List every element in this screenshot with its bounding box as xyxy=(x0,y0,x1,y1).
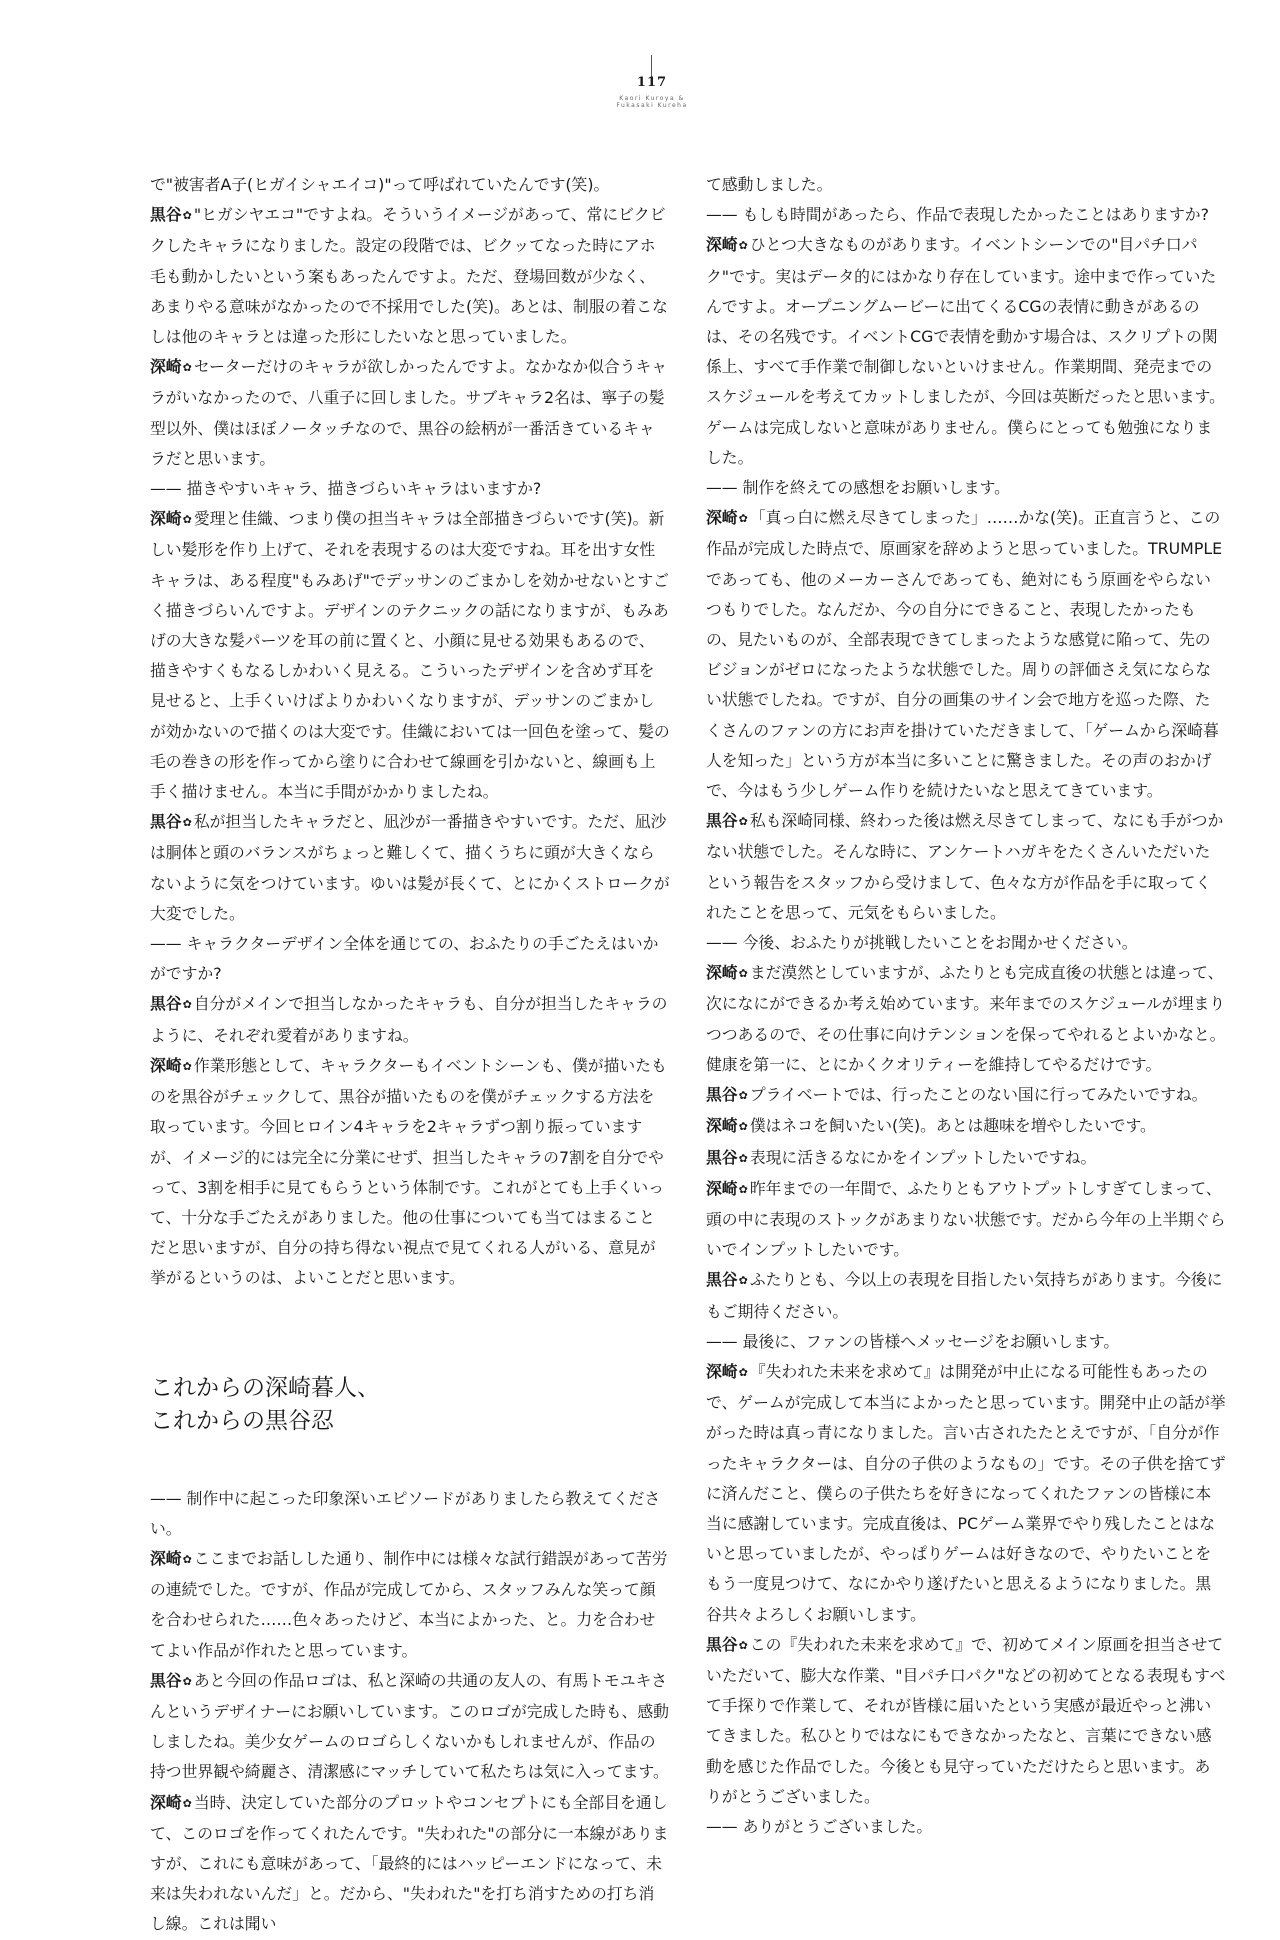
answer-paragraph xyxy=(706,1111,1226,1142)
speaker-name: 黒谷✿ xyxy=(150,205,192,225)
answer-paragraph xyxy=(706,1265,1226,1326)
answer-paragraph xyxy=(706,230,1226,473)
answer-paragraph xyxy=(706,503,1226,806)
paragraph-text: —— 制作を終えての感想をお願いします。 xyxy=(706,478,1010,498)
paragraph-text: 私も深崎同様、終わった後は燃え尽きてしまって、なにも手がつかない状態でした。そんな時に、アンケートハガキをたくさんいただいたという報告をスタッフから受けまして、色々な方が作品を手に取ってくれたことを思って、元気をもらいました。 xyxy=(706,811,1224,922)
speaker-flower-icon: ✿ xyxy=(182,513,192,527)
speaker-name: 黒谷✿ xyxy=(706,1270,748,1290)
answer-paragraph xyxy=(150,1051,670,1294)
speaker-flower-icon: ✿ xyxy=(738,1120,748,1134)
speaker-flower-icon: ✿ xyxy=(182,816,192,830)
paragraph-text: —— 描きやすいキャラ、描きづらいキャラはいますか? xyxy=(150,479,542,499)
speaker-name: 深崎✿ xyxy=(706,1178,748,1198)
paragraph-text: 表現に活きるなにかをインプットしたいですね。 xyxy=(749,1147,1097,1167)
paragraph-text: —— ありがとうございました。 xyxy=(706,1816,933,1836)
question-paragraph xyxy=(150,474,670,504)
speaker-name: 深崎✿ xyxy=(150,1792,192,1812)
speaker-name: 深崎✿ xyxy=(706,1116,748,1136)
answer-paragraph xyxy=(706,1630,1226,1812)
answer-paragraph xyxy=(706,958,1226,1080)
answer-paragraph xyxy=(706,1357,1226,1630)
page-number-subtitle: Kaori Kuroya & Fukasaki Kureha xyxy=(616,95,688,109)
paragraph-text: 『失われた未来を求めて』は開発が中止になる可能性もあったので、ゲームが完成して本当によかったと思っています。開発中止の話が挙がった時は真っ青になりました。言い古されたたとえですが、「自分が作ったキャラクターは、自分の子供のようなもの」です。その子供を捨てずに済んだこと、僕らの子供たちを好きになってくれたファンの皆様に本当に感謝しています。完成直後は、PCゲーム業界でやり残したことはないと思っていましたが、やっぱりゲームは好きなので、やりたいことをもう一度見つけて、なにかやり遂げたいと思えるようになりました。黒谷共々よろしくお願いします。 xyxy=(706,1361,1226,1624)
answer-paragraph xyxy=(706,1080,1226,1111)
paragraph-text: —— 今後、おふたりが挑戦したいことをお聞かせください。 xyxy=(706,933,1138,953)
paragraph-text: 僕はネコを飼いたい(笑)。あとは趣味を増やしたいです。 xyxy=(749,1116,1156,1136)
answer-paragraph xyxy=(706,1174,1226,1266)
answer-paragraph xyxy=(150,989,670,1050)
right-column-text xyxy=(706,170,1226,1842)
section-heading-line-1: これからの深崎暮人、 xyxy=(150,1374,380,1401)
speaker-name: 深崎✿ xyxy=(150,1548,192,1568)
paragraph-text: "ヒガシヤエコ"ですよね。そういうイメージがあって、常にビクビクしたキャラになりました。設定の段階では、ビクッてなった時にアホ毛も動かしたいという案もあったんですよ。ただ、登場回数が少なく、あまりやる意味がなかったので不採用でした(笑)。あとは、制服の着こなしは他のキャラとは違った形にしたいなと思っていました。 xyxy=(150,205,668,347)
speaker-flower-icon: ✿ xyxy=(738,967,748,981)
paragraph-text: ひとつ大きなものがあります。イベントシーンでの"目パチ口パク"です。実はデータ的にはかなり存在しています。途中まで作っていたんですよ。オープニングムービーに出てくるCGの表情に動きがあるのは、その名残です。イベントCGで表情を動かす場合は、スクリプトの関係上、すべて手作業で制御しないといけません。作業期間、発売までのスケジュールを考えてカットしましたが、今回は英断だったと思います。ゲームは完成しないと意味がありません。僕らにとっても勉強になりました。 xyxy=(706,235,1225,467)
speaker-name: 黒谷✿ xyxy=(706,1085,748,1105)
speaker-flower-icon: ✿ xyxy=(738,1274,748,1288)
answer-paragraph xyxy=(150,1788,670,1940)
speaker-name: 黒谷✿ xyxy=(150,812,192,832)
page-number: 117 xyxy=(636,75,668,90)
page-header xyxy=(0,55,1280,125)
paragraph-text: ここまでお話しした通り、制作中には様々な試行錯誤があって苦労の連続でした。ですが、作品が完成してから、スタッフみんな笑って顔を合わせられた……色々あったけど、本当によかった、と。力を合わせてよい作品が作れたと思っています。 xyxy=(150,1548,668,1660)
speaker-flower-icon: ✿ xyxy=(738,1638,748,1652)
speaker-flower-icon: ✿ xyxy=(738,815,748,829)
left-column xyxy=(150,170,670,1940)
answer-paragraph xyxy=(150,807,670,929)
section-heading xyxy=(150,1372,670,1438)
question-paragraph xyxy=(150,929,670,989)
paragraph-text: ふたりとも、今以上の表現を目指したい気持ちがあります。今後にもご期待ください。 xyxy=(706,1270,1223,1321)
question-paragraph xyxy=(706,170,1226,200)
speaker-name: 黒谷✿ xyxy=(150,994,192,1014)
answer-paragraph xyxy=(150,1666,670,1788)
speaker-flower-icon: ✿ xyxy=(738,1182,748,1196)
question-paragraph xyxy=(150,1484,670,1544)
left-column-bottom-text xyxy=(150,1484,670,1940)
paragraph-text: 私が担当したキャラだと、凪沙が一番描きやすいです。ただ、凪沙は胴体と頭のバランスがちょっと難しくて、描くうちに頭が大きくならないように気をつけています。ゆいは髪が長くて、とにかくストロークが大変でした。 xyxy=(150,812,670,923)
question-paragraph xyxy=(706,200,1226,230)
paragraph-text: 作業形態として、キャラクターもイベントシーンも、僕が描いたものを黒谷がチェックして、黒谷が描いたものを僕がチェックする方法を取っています。今回ヒロイン4キャラを2キャラずつ割り振っていますが、イメージ的には完全に分業にせず、担当したキャラの7割を自分でやって、3割を相手に見てもらうという体制です。これがとても上手くいって、十分な手ごたえがありました。他の仕事についても当てはまることだと思いますが、自分の持ち得ない視点で見てくれる人がいる、意見が挙がるというのは、よいことだと思います。 xyxy=(150,1055,667,1288)
paragraph-text: て感動しました。 xyxy=(706,175,833,194)
speaker-name: 深崎✿ xyxy=(150,1055,192,1075)
paragraph-text: プライベートでは、行ったことのない国に行ってみたいですね。 xyxy=(749,1085,1208,1105)
speaker-flower-icon: ✿ xyxy=(738,1089,748,1103)
question-paragraph xyxy=(706,928,1226,958)
answer-paragraph xyxy=(150,200,670,352)
speaker-flower-icon: ✿ xyxy=(738,1151,748,1165)
paragraph-text: あと今回の作品ロゴは、私と深崎の共通の友人の、有馬トモユキさんというデザイナーにお願いしています。このロゴが完成した時も、感動しましたね。美少女ゲームのロゴらしくないかもしれませんが、作品の持つ世界観や綺麗さ、清潔感にマッチしていて私たちは気に入ってます。 xyxy=(150,1670,669,1782)
speaker-flower-icon: ✿ xyxy=(182,1059,192,1073)
speaker-flower-icon: ✿ xyxy=(738,239,748,253)
speaker-flower-icon: ✿ xyxy=(738,512,748,526)
section-heading-line-2: これからの黒谷忍 xyxy=(150,1407,334,1434)
answer-paragraph xyxy=(706,806,1226,928)
speaker-flower-icon: ✿ xyxy=(182,1796,192,1810)
paragraph-text: 「真っ白に燃え尽きてしまった」……かな(笑)。正直言うと、この作品が完成した時点で、原画家を辞めようと思っていました。TRUMPLEであっても、他のメーカーさんであっても、絶対にもう原画をやらないつもりでした。なんだか、今の自分にできること、表現したかったもの、見たいものが、全部表現できてしまったような感覚に陥って、先のビジョンがゼロになったような状態でした。周りの評価さえ気にならない状態でしたね。ですが、自分の画集のサイン会で地方を巡った際、たくさんのファンの方にお声を掛けていただきまして、「ゲームから深崎暮人を知った」という方が本当に多いことに驚きました。その声のおかげで、今はもう少しゲーム作りを続けたいなと思えてきています。 xyxy=(706,508,1223,801)
speaker-flower-icon: ✿ xyxy=(182,209,192,223)
paragraph-text: セーターだけのキャラが欲しかったんですよ。なかなか似合うキャラがいなかったので、八重子に回しました。サブキャラ2名は、寧子の髪型以外、僕はほぼノータッチなので、黒谷の絵柄が一番活きているキャラだと思います。 xyxy=(150,357,668,468)
speaker-name: 深崎✿ xyxy=(150,357,192,377)
speaker-flower-icon: ✿ xyxy=(738,1365,748,1379)
speaker-name: 黒谷✿ xyxy=(706,811,748,831)
paragraph-text: —— もしも時間があったら、作品で表現したかったことはありますか? xyxy=(706,205,1209,225)
speaker-name: 黒谷✿ xyxy=(706,1147,748,1167)
left-column-top-text xyxy=(150,170,670,1294)
speaker-flower-icon: ✿ xyxy=(182,998,192,1012)
speaker-name: 深崎✿ xyxy=(706,1361,748,1381)
paragraph-text: 当時、決定していた部分のプロットやコンセプトにも全部目を通して、このロゴを作ってくれたんです。"失われた"の部分に一本線がありますが、これにも意味があって、「最終的にはハッピーエンドになって、未来は失われないんだ」と。だから、"失われた"を打ち消すための打ち消し線。これは聞い xyxy=(150,1792,669,1934)
paragraph-text: 自分がメインで担当しなかったキャラも、自分が担当したキャラのように、それぞれ愛着がありますね。 xyxy=(150,994,668,1045)
paragraph-text: 愛理と佳織、つまり僕の担当キャラは全部描きづらいです(笑)。新しい髪形を作り上げて、それを表現するのは大変ですね。耳を出す女性キャラは、ある程度"もみあげ"でデッサンのごまかしを効かせないとすごく描きづらいんですよ。デザインのテクニックの話になりますが、もみあげの大きな髪パーツを耳の前に置くと、小顔に見せる効果もあるので、描きやすくもなるしかわいく見える。こういったデザインを含めず耳を見せると、上手くいけばよりかわいくなりますが、デッサンのごまかしが効かないので描くのは大変です。佳織においては一回色を塗って、髪の毛の巻きの形を作ってから塗りに合わせて線画を引かないと、線画も上手く描けません。本当に手間がかかりましたね。 xyxy=(150,509,670,802)
paragraph-text: まだ漠然としていますが、ふたりとも完成直後の状態とは違って、次になにができるか考え始めています。来年までのスケジュールが埋まりつつあるので、その仕事に向けテンションを保ってやれるとよいかなと。健康を第一に、とにかくクオリティーを維持してやるだけです。 xyxy=(706,963,1226,1074)
speaker-name: 黒谷✿ xyxy=(150,1670,192,1690)
paragraph-text: —— 最後に、ファンの皆様へメッセージをお願いします。 xyxy=(706,1331,1120,1351)
speaker-flower-icon: ✿ xyxy=(182,1552,192,1566)
question-paragraph xyxy=(150,170,670,200)
speaker-name: 深崎✿ xyxy=(706,963,748,983)
paragraph-text: 昨年までの一年間で、ふたりともアウトプットしすぎてしまって、頭の中に表現のストックがあまりない状態です。だから今年の上半期ぐらいでインプットしたいです。 xyxy=(706,1178,1226,1260)
answer-paragraph xyxy=(150,1544,670,1666)
paragraph-text: で"被害者A子(ヒガイシャエイコ)"って呼ばれていたんです(笑)。 xyxy=(150,175,610,194)
right-column xyxy=(706,170,1226,1842)
speaker-name: 深崎✿ xyxy=(150,509,192,529)
question-paragraph xyxy=(706,1327,1226,1357)
speaker-name: 深崎✿ xyxy=(706,235,748,255)
speaker-name: 黒谷✿ xyxy=(706,1634,748,1654)
answer-paragraph xyxy=(150,352,670,474)
question-paragraph xyxy=(706,1812,1226,1842)
question-paragraph xyxy=(706,473,1226,503)
answer-paragraph xyxy=(706,1143,1226,1174)
answer-paragraph xyxy=(150,504,670,807)
speaker-flower-icon: ✿ xyxy=(182,1674,192,1688)
paragraph-text: —— 制作中に起こった印象深いエピソードがありましたら教えてください。 xyxy=(150,1488,661,1538)
paragraph-text: —— キャラクターデザイン全体を通じての、おふたりの手ごたえはいかがですか? xyxy=(150,934,659,984)
header-rule xyxy=(651,55,652,77)
speaker-name: 深崎✿ xyxy=(706,508,748,528)
paragraph-text: この『失われた未来を求めて』で、初めてメイン原画を担当させていただいて、膨大な作業、"目パチ口パク"などの初めてとなる表現もすべて手探りで作業して、それが皆様に届いたという実感が最近やっと沸いてきました。私ひとりではなにもできなかったなと、言葉にできない感動を感じた作品でした。今後とも見守っていただけたらと思います。ありがとうございました。 xyxy=(706,1634,1226,1806)
speaker-flower-icon: ✿ xyxy=(182,361,192,375)
